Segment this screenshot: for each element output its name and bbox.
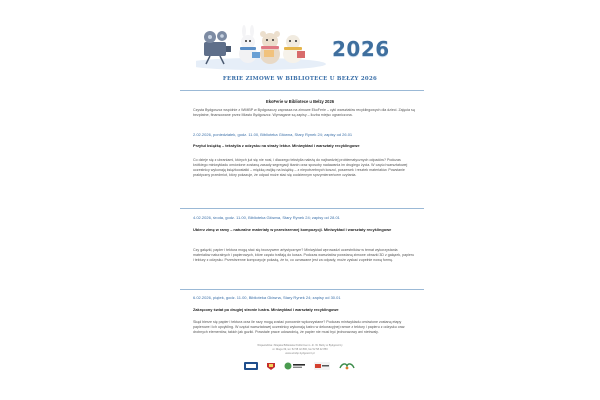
bunny-icon (239, 25, 260, 63)
event-title: Przytul książkę – tekstylia z odzysku na straży lektur. Miniwykład i warsztaty recyklingowe (193, 143, 360, 148)
event-date: 2.02.2026, poniedziałek, godz. 11.00, Biblioteka Główna, Stary Rynek 24; zapisy od 26.01 (193, 132, 353, 137)
footer-address: Wojewódzka i Miejska Biblioteka Publiczna im. dr. W. Bełzy w Bydgoszczy (257, 344, 343, 347)
event-title: Ubierz zimę w ramy – naturalne materiały w przestrzennej kompozycji. Miniwykład i warsztaty recyklingowe (193, 227, 392, 232)
event-description: Skąd bierze się papier i tektura oraz ile razy mogą zostać ponownie wykorzystane? Podczas miniwykładu omówione zostaną etapy papierowe i ich upcykling. W części warsztatowej uczestnicy wykonają lustro w dekoracyjnej ramce z tektury i papieru z odzysku oraz drobnych elementów, takich jak guziki. Powstałe prace udowodnią, że papier nie musi być jednorazowy ani nietrwały. (193, 320, 405, 335)
event-title: Zakręcony świat po drugiej stronie lustra. Miniwykład i warsztaty recyklingowe (193, 307, 339, 312)
city-logo (266, 362, 276, 370)
snow-mound (196, 58, 326, 70)
partner-logo (314, 362, 330, 370)
divider (180, 289, 424, 290)
divider (180, 208, 424, 209)
intro-heading: EkoFerie w Bibliotece u Bełzy 2026 (265, 99, 335, 104)
event-description: Czy gałązki, papier i tektura mogą stać się tworzywem artystycznym? Miniwykład wprowadzi uczestników w temat wykorzystania materiałów naturalnych i papierowych, które często trafiają do kosza. Podczas warsztatów powstaną zimowe obrazki 3D z gałązek, papieru i tektury z odzysku. Przestrzenne kompozycje pokażą, że to, co uznawane jest za odpady, może zyskać zupełnie nową formę. (193, 248, 415, 263)
bear-icon (260, 31, 280, 64)
footer-website: www.wimbp.bydgoszcz.pl (285, 352, 315, 355)
footer-contact: ul. Długa 39, tel. 52 58 42 800, fax 52 58 42 850 (272, 348, 328, 351)
event-description: Co dzieje się z ubraniami, których już się nie nosi, i dlaczego tekstylia należą do najbardziej problematycznych odpadów? Podczas krótkiego miniwykładu omówione zostaną zasady segregacji tkanin oraz sposoby nadawania im drugiego życia. W części warsztatowej uczestnicy wykonają książkoostatki – miękką owijkę na książkę – z niepotrzebnych koszul, poszewek i resztek materiałów. Powstanie praktyczny przedmiot, który pokazuje, że odpad może stać się codziennym sprzymierzeńcem czytania. (193, 158, 408, 178)
event-date: 6.02.2026, piątek, godz. 11.00, Biblioteka Główna, Stary Rynek 24; zapisy od 30.01 (193, 295, 341, 300)
divider (180, 90, 424, 91)
wimbp-logo (244, 362, 258, 370)
intro-paragraph: Czysta Bydgoszcz wspólnie z WiMBP w Bydgoszczy zaprasza na zimowe EkoFerie – cykl warsztatów recyklingowych dla dzieci. Zajęcia są bezpłatne, finansowane przez Miasto Bydgoszcz. Wymagane są zapisy – liczba miejsc ograniczona. (193, 108, 415, 118)
event-date: 4.02.2026, środa, godz. 11.00, Biblioteka Główna, Stary Rynek 24; zapisy od 28.01 (193, 215, 340, 220)
winter-animals-illustration (196, 22, 426, 70)
eco-logo (338, 362, 356, 370)
year-title: 2026 (332, 37, 390, 61)
sheep-icon (283, 35, 305, 63)
page-title: FERIE ZIMOWE W BIBLIOTECE U BEŁZY 2026 (222, 76, 378, 82)
czysta-bydgoszcz-logo (284, 362, 306, 370)
sponsor-logos (244, 361, 356, 371)
